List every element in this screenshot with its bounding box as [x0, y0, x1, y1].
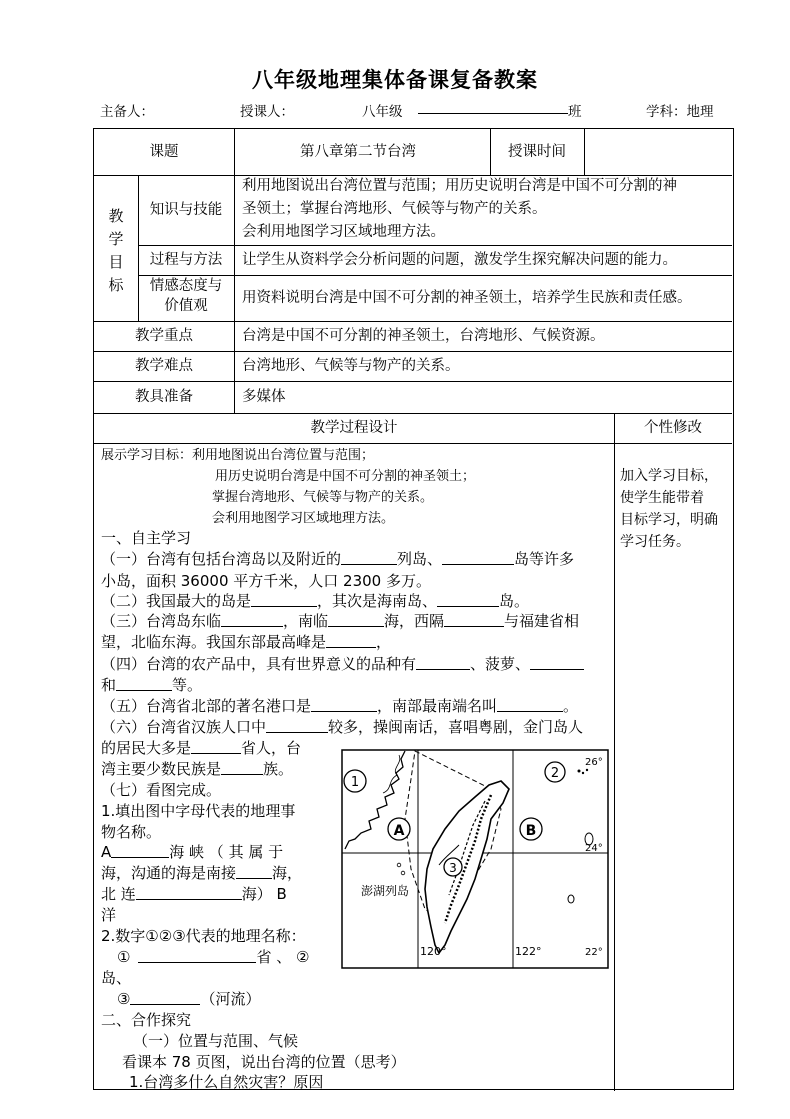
blank[interactable]	[111, 857, 169, 858]
subject-label: 学科：地理	[646, 104, 714, 120]
topic-value: 第八章第二节台湾	[300, 144, 416, 160]
question-12: ③ （河流）	[117, 990, 261, 1008]
knowledge-line-1: 利用地图说出台湾位置与范围；用历史说明台湾是中国不可分割的神	[242, 178, 677, 194]
blank[interactable]	[416, 669, 470, 670]
blank[interactable]	[311, 711, 377, 712]
question-9-cont-3: 洋	[101, 906, 117, 924]
map-lon-122: 122°	[515, 945, 542, 958]
custom-label: 个性修改	[644, 420, 702, 436]
map-number-3: 3	[449, 861, 457, 875]
time-label: 授课时间	[508, 144, 566, 160]
map-lon-120: 120°	[420, 945, 447, 958]
emotion-value: 用资料说明台湾是中国不可分割的神圣领土，培养学生民族和责任感。	[242, 290, 692, 306]
blank[interactable]	[251, 606, 317, 607]
map-letter-a: A	[393, 823, 405, 839]
side-note: 加入学习目标， 使学生能带着 目标学习，明确 学习任务。	[620, 468, 718, 550]
taiwan-map	[341, 749, 609, 969]
blank[interactable]	[221, 626, 283, 627]
knowledge-line-3: 会利用地图学习区域地理方法。	[242, 224, 445, 240]
teacher-label: 授课人：	[240, 104, 294, 120]
map-lat-24: 24°	[585, 843, 603, 854]
document-title: 八年级地理集体备课复备教案	[252, 68, 538, 92]
question-8: 1.填出图中字母代表的地理事	[101, 802, 296, 820]
tools-label: 教具准备	[135, 389, 193, 405]
process-label: 过程与方法	[149, 252, 223, 268]
map-label-penghu: 澎湖列岛	[361, 884, 410, 898]
blank[interactable]	[530, 669, 584, 670]
focus-value: 台湾是中国不可分割的神圣领土，台湾地形、气候资源。	[242, 328, 605, 344]
blank[interactable]	[328, 626, 384, 627]
topic-label: 课题	[149, 144, 179, 160]
question-9-cont-2: 北 连 海） B	[101, 885, 287, 903]
subsection-position: （一）位置与范围、气候	[133, 1032, 299, 1050]
map-lat-22: 22°	[585, 947, 603, 958]
question-6: （六）台湾省汉族人口中 较多，操闽南话，喜唱粤剧，金门岛人	[101, 718, 584, 736]
blank[interactable]	[236, 878, 272, 879]
process-value: 让学生从资料学会分析问题的问题，激发学生探究解决问题的能力。	[242, 252, 677, 268]
class-blank	[414, 100, 572, 116]
blank[interactable]	[136, 899, 242, 900]
map-number-1: 1	[350, 775, 360, 790]
emotion-label-2: 价值观	[164, 298, 208, 314]
blank[interactable]	[444, 626, 504, 627]
knowledge-line-2: 圣领土；掌握台湾地形、气候等与物产的关系。	[242, 201, 547, 217]
knowledge-label: 知识与技能	[149, 202, 223, 218]
goals-line-3: 掌握台湾地形、气候等与物产的关系。	[212, 490, 434, 505]
blank[interactable]	[326, 647, 376, 648]
question-4: （四）台湾的农产品中，具有世界意义的品种有 、菠萝、	[101, 654, 584, 675]
question-3-cont: 望，北临东海。我国东部最高峰是 ，	[101, 633, 392, 651]
goals-line-2: 用历史说明台湾是中国不可分割的神圣领土；	[215, 469, 476, 484]
preparer-label: 主备人：	[100, 104, 154, 120]
section-self-study: 一、自主学习	[101, 529, 192, 547]
blank[interactable]	[191, 753, 241, 754]
blank[interactable]	[437, 606, 499, 607]
last-question: 1.台湾多什么自然灾害？原因	[129, 1073, 324, 1091]
blank[interactable]	[221, 774, 263, 775]
tools-value: 多媒体	[242, 389, 286, 405]
difficulty-label: 教学难点	[135, 358, 193, 374]
difficulty-value: 台湾地形、气候等与物产的关系。	[242, 358, 460, 374]
blank[interactable]	[116, 690, 172, 691]
blank[interactable]	[497, 711, 563, 712]
question-11-cont: 岛、	[101, 969, 132, 987]
question-5: （五）台湾省北部的著名港口是 ，南部最南端名叫 。	[101, 697, 579, 715]
question-8-cont: 物名称。	[101, 823, 162, 841]
question-6-cont-2: 湾主要少数民族是 族。	[101, 760, 294, 778]
blank[interactable]	[341, 564, 397, 565]
focus-label: 教学重点	[135, 328, 193, 344]
emotion-label-1: 情感态度与	[149, 278, 223, 294]
map-letter-b: B	[525, 823, 537, 839]
blank[interactable]	[138, 962, 256, 963]
read-instruction: 看课本 78 页图，说出台湾的位置（思考）	[122, 1053, 406, 1071]
question-6-cont: 的居民大多是 省人，台	[101, 739, 302, 757]
question-1: （一）台湾有包括台湾岛以及附近的 列岛、 岛等许多	[101, 550, 575, 568]
question-2: （二）我国最大的岛是 ，其次是海南岛、 岛。	[101, 592, 530, 610]
design-label: 教学过程设计	[310, 420, 398, 436]
section-cooperation: 二、合作探究	[101, 1011, 192, 1029]
question-9: A 海 峡 （ 其 属 于	[101, 843, 284, 861]
map-lat-26: 26°	[585, 757, 603, 768]
grade-label: 八年级	[362, 104, 403, 120]
question-1-cont: 小岛，面积 36000 平方千米，人口 2300 多万。	[101, 572, 431, 590]
question-3: （三）台湾岛东临 ，南临 海，西隔 与福建省相	[101, 612, 580, 630]
question-4-cont: 和 等。	[101, 676, 203, 694]
goals-line-4: 会利用地图学习区域地理方法。	[212, 511, 395, 526]
blank[interactable]	[442, 564, 514, 565]
blank[interactable]	[266, 732, 328, 733]
question-10: 2.数字①②③代表的地理名称：	[101, 927, 306, 945]
question-7: （七）看图完成。	[101, 781, 222, 799]
blank[interactable]	[130, 1004, 200, 1005]
question-11: ① 省 、 ②	[117, 948, 310, 966]
goals-intro: 展示学习目标：利用地图说出台湾位置与范围；	[101, 448, 375, 463]
map-number-2: 2	[550, 766, 560, 781]
goals-label: 教 学 目 标	[108, 207, 124, 294]
question-9-cont: 海，沟通的海是南接 海，	[101, 864, 303, 882]
class-label: 班	[568, 104, 582, 120]
